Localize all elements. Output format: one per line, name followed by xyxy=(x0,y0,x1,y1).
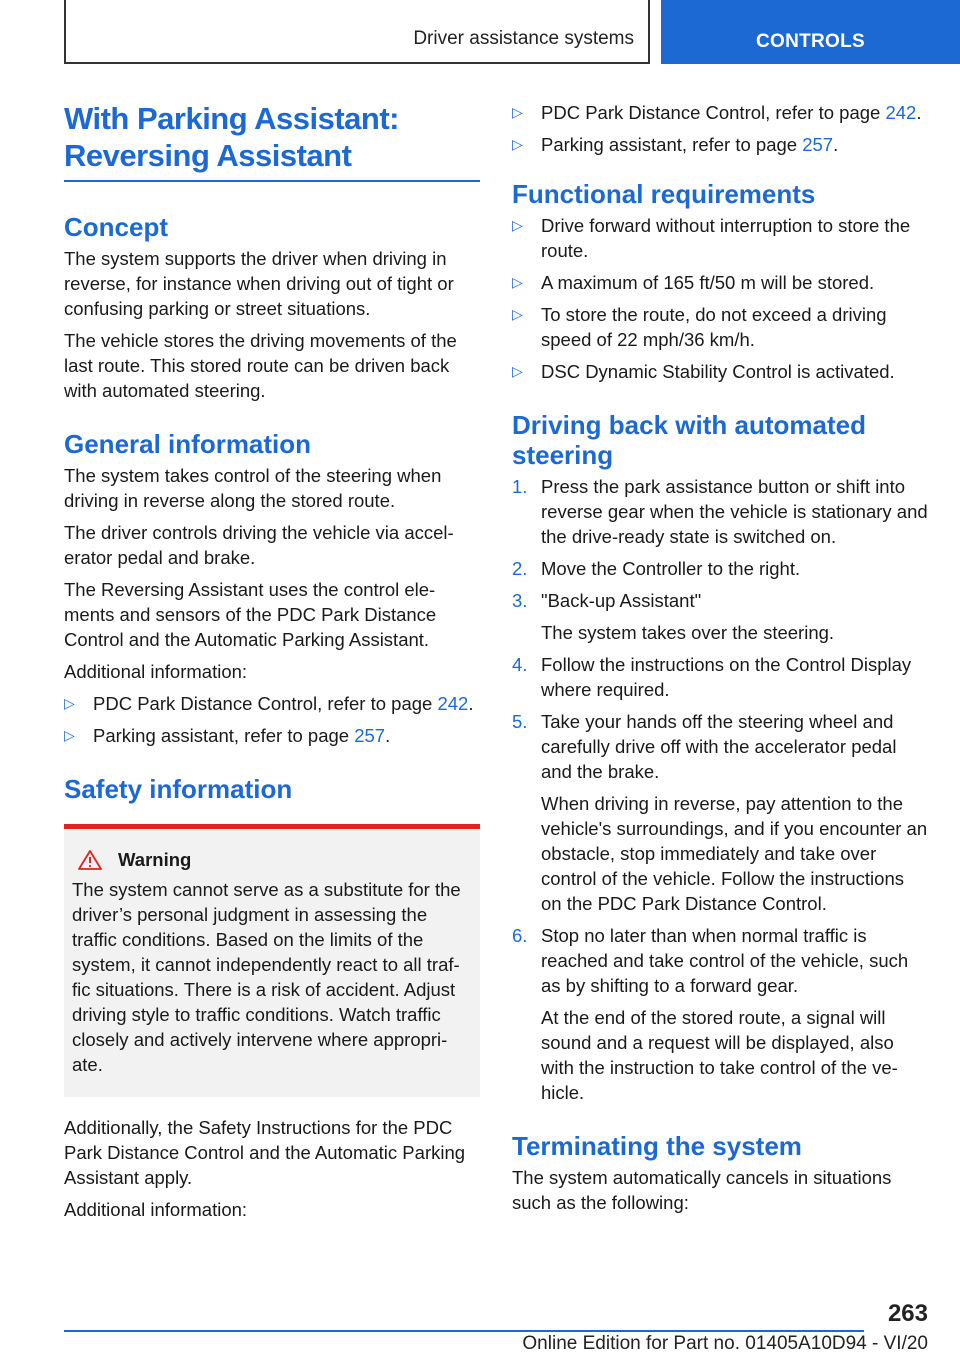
triangle-bullet-icon: ▷ xyxy=(512,306,523,322)
edition-note: Online Edition for Part no. 01405A10D94 - VI/20 xyxy=(522,1333,928,1354)
triangle-bullet-icon: ▷ xyxy=(512,104,523,120)
page-number: 263 xyxy=(887,1300,928,1327)
list-item: ▷ PDC Park Distance Control, refer to page 242. xyxy=(512,102,922,123)
right-column xyxy=(512,100,928,1222)
step-item: 6. Stop no later than when normal traffic is reached and take control of the vehicle, such as by shifting to a forward gear. At the end of the stored route, a signal will sound and a request will be displayed, also with the instruction to take control of the ve‐hicle. xyxy=(512,925,909,1103)
page-header xyxy=(0,0,960,66)
list-item: ▷ To store the route, do not exceed a driving speed of 22 mph/36 km/h. xyxy=(512,304,887,350)
page-link[interactable]: 242 xyxy=(885,102,917,123)
functional-requirements-list xyxy=(512,213,928,384)
triangle-bullet-icon: ▷ xyxy=(512,136,523,152)
page-link[interactable]: 257 xyxy=(354,725,386,746)
list-item: ▷ Drive forward without interruption to store the route. xyxy=(512,215,911,261)
step-item: 3. "Back-up Assistant" The system takes over the steering. xyxy=(512,590,835,643)
safety-paragraph-2: Additional information: xyxy=(64,1199,248,1220)
triangle-bullet-icon: ▷ xyxy=(64,695,75,711)
left-reference-list xyxy=(64,691,480,748)
list-item: ▷ PDC Park Distance Control, refer to page 242. xyxy=(64,693,474,714)
list-item: ▷ Parking assistant, refer to page 257. xyxy=(512,134,839,155)
header-chapter-tab[interactable]: CONTROLS xyxy=(661,0,960,64)
general-paragraph-1: The system takes control of the steering when driving in reverse along the stored route. xyxy=(64,465,442,511)
page-title: With Parking Assistant: Reversing Assistant xyxy=(64,100,480,182)
right-reference-list xyxy=(512,100,928,157)
functional-requirements-heading: Functional requirements xyxy=(512,179,816,209)
header-section-title: Driver assistance systems xyxy=(413,28,634,49)
list-item: ▷ DSC Dynamic Stability Control is activated. xyxy=(512,361,895,382)
step-item: 4. Follow the instructions on the Control Display where required. xyxy=(512,654,912,700)
list-item: ▷ A maximum of 165 ft/50 m will be stored. xyxy=(512,272,875,293)
step-item: 1. Press the park assistance button or shift into reverse gear when the vehicle is stationary and the drive-ready state is switched on. xyxy=(512,476,928,547)
triangle-bullet-icon: ▷ xyxy=(512,274,523,290)
page-link[interactable]: 242 xyxy=(437,693,469,714)
general-info-heading: General information xyxy=(64,429,312,459)
header-section-box xyxy=(64,0,650,64)
page-link[interactable]: 257 xyxy=(802,134,834,155)
concept-paragraph-1: The system supports the driver when driving in reverse, for instance when driving out of tight or confusing parking or street situations. xyxy=(64,248,454,319)
driving-back-steps xyxy=(512,474,928,1105)
footer-divider xyxy=(64,1330,864,1332)
general-paragraph-2: The driver controls driving the vehicle via accel‐erator pedal and brake. xyxy=(64,522,454,568)
list-item: ▷ Parking assistant, refer to page 257. xyxy=(64,725,391,746)
warning-text: The system cannot serve as a substitute for the driver’s personal judgment in assessing the traffic conditions. Based on the limits of the system, it cannot independently react to all traf‐fic situations. There is a risk of accident. Adjust driving style to traffic conditions. Watch traffic closely and actively intervene where appropri‐ate. xyxy=(72,879,461,1075)
terminating-heading: Terminating the system xyxy=(512,1131,802,1161)
left-column xyxy=(64,100,480,1229)
general-paragraph-3: The Reversing Assistant uses the control ele‐ments and sensors of the PDC Park Distance Control and the Automatic Parking Assistant. xyxy=(64,579,437,650)
safety-heading: Safety information xyxy=(64,774,293,804)
concept-paragraph-2: The vehicle stores the driving movements of the last route. This stored route can be driven back with automated steering. xyxy=(64,330,457,401)
step-item: 2. Move the Controller to the right. xyxy=(512,558,801,579)
step-item: 5. Take your hands off the steering wheel and carefully drive off with the accelerator pedal and the brake. When driving in reverse, pay attention to the vehicle's surroundings, and if you encounter an obstacle, stop immediately and take over control of the vehicle. Follow the instructions on the PDC Park Distance Control. xyxy=(512,711,928,914)
warning-title: Warning xyxy=(118,849,192,870)
triangle-bullet-icon: ▷ xyxy=(512,363,523,379)
safety-paragraph-1: Additionally, the Safety Instructions for the PDC Park Distance Control and the Automatic Parking Assistant apply. xyxy=(64,1117,466,1188)
concept-heading: Concept xyxy=(64,212,168,242)
general-paragraph-4: Additional information: xyxy=(64,661,248,682)
warning-triangle-icon xyxy=(78,850,102,870)
terminating-paragraph: The system automatically cancels in situations such as the following: xyxy=(512,1167,892,1213)
triangle-bullet-icon: ▷ xyxy=(64,727,75,743)
warning-box xyxy=(64,824,480,1097)
triangle-bullet-icon: ▷ xyxy=(512,217,523,233)
driving-back-heading: Driving back with automated steering xyxy=(512,410,866,470)
